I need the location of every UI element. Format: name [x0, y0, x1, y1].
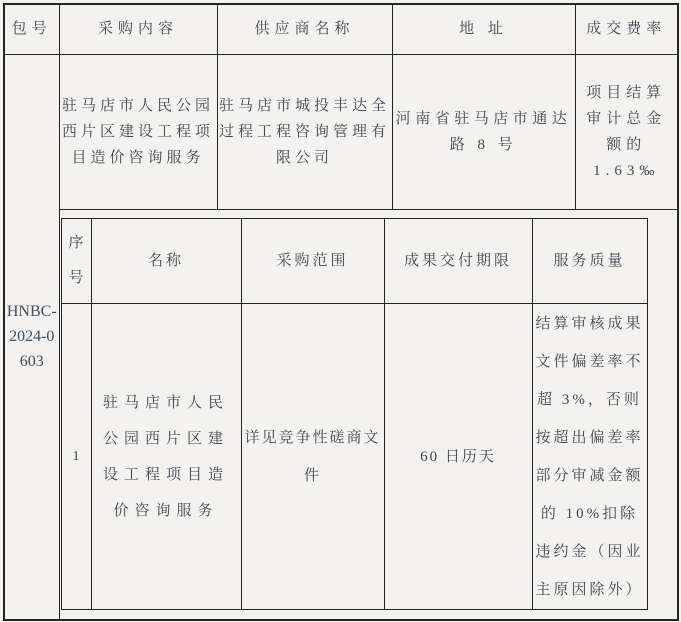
- procurement-content-value: 驻马店市人民公园西片区建设工程项目造价咨询服务: [59, 54, 217, 209]
- nested-table-row: [4, 209, 678, 620]
- header-procurement-content: 采购内容: [59, 4, 217, 54]
- inner-header-row: [61, 219, 647, 304]
- package-no-value: HNBC-2024-0603: [4, 54, 59, 620]
- address-value: 河南省驻马店市通达路 8 号: [392, 54, 575, 209]
- header-service-quality: 服务质量: [532, 219, 647, 304]
- header-supplier-name: 供应商名称: [217, 4, 392, 54]
- service-name-value: 驻马店市人民公园西片区建设工程项目造价咨询服务: [91, 304, 241, 610]
- inner-data-row: [61, 304, 647, 610]
- header-address: 地 址: [392, 4, 575, 54]
- supplier-name-value: 驻马店市城投丰达全过程工程咨询管理有限公司: [217, 54, 392, 209]
- header-service-name: 名称: [91, 219, 241, 304]
- header-deal-rate: 成交费率: [575, 4, 678, 54]
- deal-rate-value: 项目结算审计总金额的 1.63‰: [575, 54, 678, 209]
- header-seq-no: 序号: [61, 219, 91, 304]
- delivery-deadline-value: 60 日历天: [384, 304, 532, 610]
- header-package-no: 包号: [4, 4, 59, 54]
- service-quality-value: 结算审核成果文件偏差率不超 3%，否则按超出偏差率部分审减金额的 10%扣除违约金（因业主原因除外）: [532, 304, 647, 610]
- seq-no-value: 1: [61, 304, 91, 610]
- outer-header-row: [4, 4, 678, 54]
- header-procurement-scope: 采购范围: [241, 219, 384, 304]
- header-delivery-deadline: 成果交付期限: [384, 219, 532, 304]
- outer-data-row: [4, 54, 678, 209]
- award-result-table: [3, 3, 679, 621]
- nested-table-cell: [59, 209, 678, 620]
- service-detail-table: [61, 218, 648, 610]
- procurement-scope-value: 详见竞争性磋商文件: [241, 304, 384, 610]
